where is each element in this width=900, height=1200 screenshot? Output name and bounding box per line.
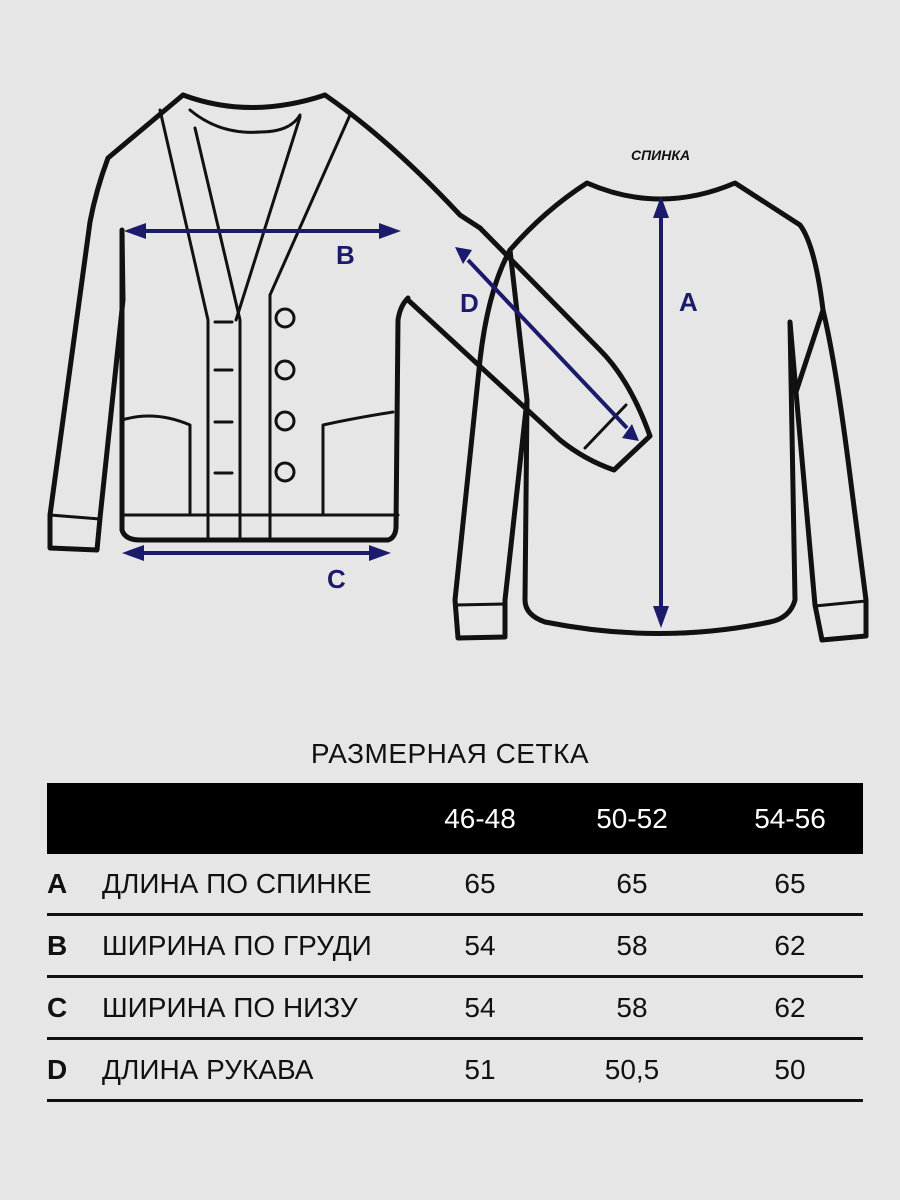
size-header-1: 46-48 [444,803,516,834]
left-pocket [122,416,190,513]
row-value: 62 [774,992,806,1023]
table-row [47,916,863,978]
row-value: 65 [774,868,806,899]
button-1 [276,309,294,327]
measure-a-arrow [653,196,669,628]
row-label: ШИРИНА ПО ГРУДИ [102,930,372,961]
measure-c-label: C [327,564,346,594]
row-label: ДЛИНА ПО СПИНКЕ [102,868,372,899]
front-view [50,95,650,550]
row-value: 50,5 [604,1054,660,1085]
row-value: 51 [464,1054,496,1085]
row-letter: A [47,868,68,899]
row-label: ДЛИНА РУКАВА [102,1054,314,1085]
front-collar [183,95,325,108]
button-4 [276,463,294,481]
measure-b-label: B [336,240,355,270]
button-2 [276,361,294,379]
front-left-sleeve [50,95,183,550]
measure-d-label: D [460,288,479,318]
row-value: 65 [616,868,648,899]
row-value: 54 [464,992,496,1023]
size-header-2: 50-52 [596,803,668,834]
size-header-3: 54-56 [754,803,826,834]
row-value: 58 [616,930,648,961]
front-body-outline [122,232,408,540]
table-row [47,854,863,916]
row-letter: D [47,1054,68,1085]
row-letter: C [47,992,68,1023]
row-letter: B [47,930,68,961]
right-pocket [323,412,393,513]
row-value: 58 [616,992,648,1023]
size-chart-title: РАЗМЕРНАЯ СЕТКА [310,738,590,769]
table-row [47,1040,863,1102]
size-table [47,783,863,1102]
size-table-header [47,783,863,854]
table-row [47,978,863,1040]
button-3 [276,412,294,430]
row-value: 62 [774,930,806,961]
row-label: ШИРИНА ПО НИЗУ [102,992,358,1023]
row-value: 65 [464,868,496,899]
measure-c-arrow [122,545,391,561]
row-value: 54 [464,930,496,961]
back-label: СПИНКА [631,147,691,163]
row-value: 50 [774,1054,806,1085]
measure-a-label: A [679,287,698,317]
back-body-outline [510,183,823,634]
